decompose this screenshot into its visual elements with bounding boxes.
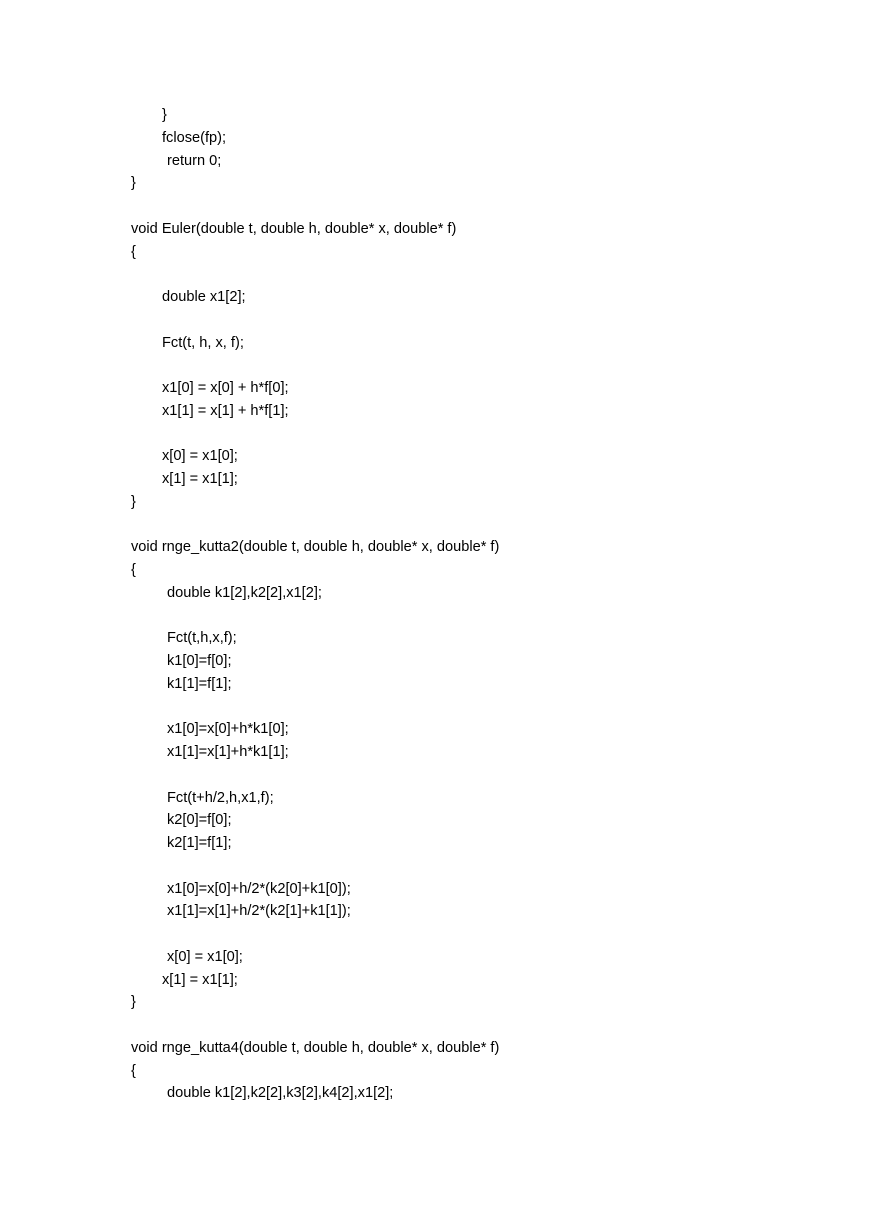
code-line: double k1[2],k2[2],x1[2]; — [167, 584, 322, 601]
code-line: } — [162, 107, 167, 123]
code-line: Fct(t, h, x, f); — [162, 334, 244, 351]
blank-line — [131, 309, 831, 332]
code-line: x1[0]=x[0]+h/2*(k2[0]+k1[0]); — [167, 880, 351, 897]
code-line: { — [131, 1062, 136, 1079]
blank-line — [131, 696, 831, 719]
blank-line — [131, 195, 831, 218]
code-line: x[0] = x1[0]; — [167, 948, 243, 965]
code-line: k2[0]=f[0]; — [167, 812, 232, 829]
code-line: x[0] = x1[0]; — [162, 448, 238, 465]
code-line: x[1] = x1[1]; — [162, 471, 238, 487]
blank-line — [131, 1014, 831, 1037]
code-line: fclose(fp); — [162, 129, 227, 146]
blank-line — [131, 514, 831, 537]
code-line: x1[1]=x[1]+h/2*(k2[1]+k1[1]); — [167, 903, 351, 920]
code-line: x1[1]=x[1]+h*k1[1]; — [167, 744, 289, 760]
blank-line — [131, 855, 831, 878]
blank-line — [131, 923, 831, 946]
code-line: void Euler(double t, double h, double* x, double* f) — [131, 220, 457, 237]
code-line: { — [131, 562, 136, 578]
code-line: void rnge_kutta2(double t, double h, double* x, double* f) — [131, 539, 500, 556]
code-line: Fct(t,h,x,f); — [167, 630, 237, 647]
code-line: } — [131, 994, 136, 1011]
code-line: x1[0]=x[0]+h*k1[0]; — [167, 721, 289, 738]
blank-line — [131, 263, 831, 286]
code-line: double k1[2],k2[2],k3[2],k4[2],x1[2]; — [167, 1085, 394, 1102]
code-line: k2[1]=f[1]; — [167, 835, 232, 851]
code-listing — [131, 104, 831, 1105]
blank-line — [131, 354, 831, 377]
code-line: x1[1] = x[1] + h*f[1]; — [162, 402, 289, 419]
blank-line — [131, 764, 831, 787]
code-line: k1[0]=f[0]; — [167, 653, 232, 669]
code-line: x1[0] = x[0] + h*f[0]; — [162, 380, 289, 396]
code-line: return 0; — [167, 152, 222, 169]
code-line: Fct(t+h/2,h,x1,f); — [167, 789, 274, 806]
code-line: { — [131, 243, 136, 260]
code-line: } — [131, 493, 136, 510]
code-line: } — [131, 175, 136, 192]
code-line: k1[1]=f[1]; — [167, 675, 232, 692]
code-line: x[1] = x1[1]; — [162, 971, 238, 988]
blank-line — [131, 423, 831, 446]
code-line: double x1[2]; — [162, 289, 246, 305]
blank-line — [131, 605, 831, 628]
code-line: void rnge_kutta4(double t, double h, double* x, double* f) — [131, 1039, 500, 1056]
